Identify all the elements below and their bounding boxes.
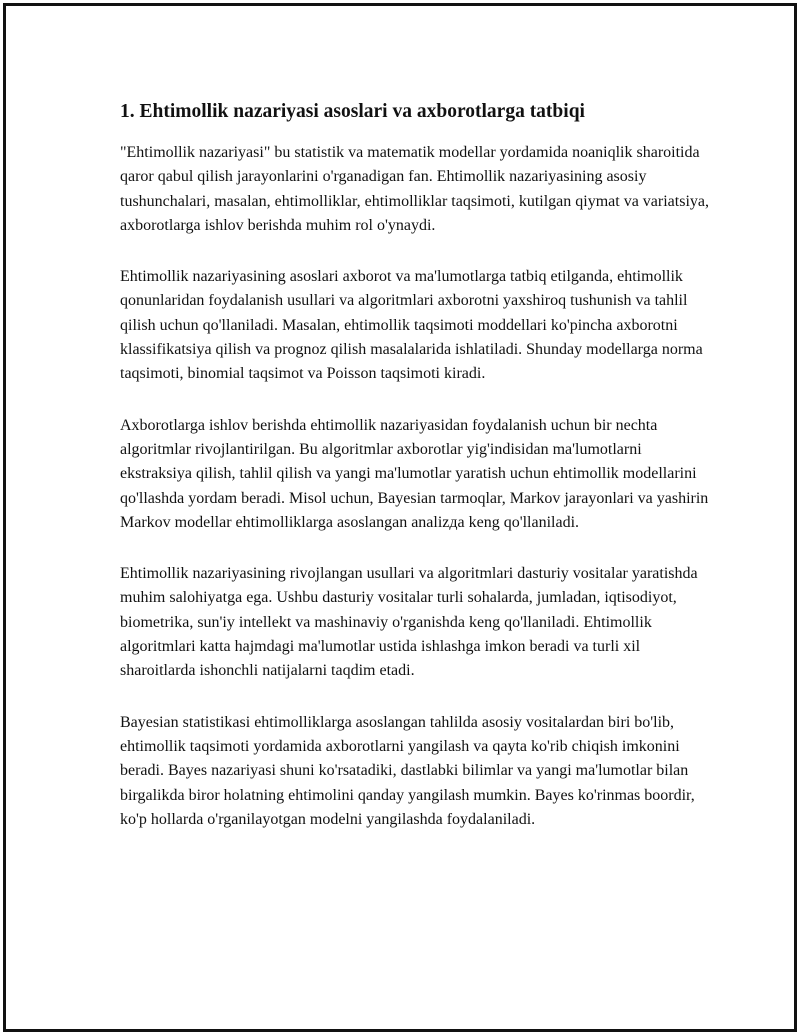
- paragraph-3: Axborotlarga ishlov berishda ehtimollik nazariyasidan foydalanish uchun bir nechta algoritmlar rivojlantirilgan. Bu algoritmlar axborotlar yig'indisidan ma'lumotlarni ekstraksiya qilish, tahlil qilish va yangi ma'lumotlar yaratish uchun ehtimollik modellarini qo'llashda yordam beradi. Misol uchun, Bayesian tarmoqlar, Markov jarayonlari va yashirin Markov modellar ehtimolliklarga asoslangan analizда keng qo'llaniladi.: [120, 416, 709, 531]
- paragraph-1: "Ehtimollik nazariyasi" bu statistik va matematik modellar yordamida noaniqlik sharoitida qaror qabul qilish jarayonlarini o'rganadigan fan. Ehtimollik nazariyasining asosiy tushunchalari, masalan, ehtimolliklar, ehtimolliklar taqsimoti, kutilgan qiymat va variatsiya, axborotlarga ishlov berishda muhim rol o'ynaydi.: [120, 144, 709, 234]
- paragraph-4: Ehtimollik nazariyasining rivojlangan usullari va algoritmlari dasturiy vositalar yaratishda muhim salohiyatga ega. Ushbu dasturiy vositalar turli sohalarda, jumladan, iqtisodiyot, biometrika, sun'iy intellekt va mashinaviy o'rganishda keng qo'llaniladi. Ehtimollik algoritmlari katta hajmdagi ma'lumotlar ustida ishlashga imkon beradi va turli xil sharoitlarda ishonchli natijalarni taqdim etadi.: [120, 565, 698, 680]
- document-body: [120, 98, 710, 859]
- paragraph-2: Ehtimollik nazariyasining asoslari axborot va ma'lumotlarga tatbiq etilganda, ehtimollik qonunlaridan foydalanish usullari va algoritmlari axborotni yaxshiroq tushunish va tahlil qilish uchun qo'llaniladi. Masalan, ehtimollik taqsimoti moddellari ko'pincha axborotni klassifikatsiya qilish va prognoz qilish masalalarida ishlatiladi. Shunday modellarga norma taqsimoti, binomial taqsimot va Poisson taqsimoti kiradi.: [120, 268, 703, 383]
- paragraph-5: Bayesian statistikasi ehtimolliklarga asoslangan tahlilda asosiy vositalardan biri bo'lib, ehtimollik taqsimoti yordamida axborotlarni yangilash va qayta ko'rib chiqish imkonini beradi. Bayes nazariyasi shuni ko'rsatadiki, dastlabki bilimlar va yangi ma'lumotlar bilan birgalikda biror holatning ehtimolini qanday yangilash mumkin. Bayes ko'rinmas boordir, ko'p hollarda o'rganilayotgan modelni yangilashda foydalaniladi.: [120, 713, 695, 828]
- page-frame: [3, 3, 797, 1032]
- document-title: 1. Ehtimollik nazariyasi asoslari va axborotlarga tatbiqi: [120, 101, 585, 122]
